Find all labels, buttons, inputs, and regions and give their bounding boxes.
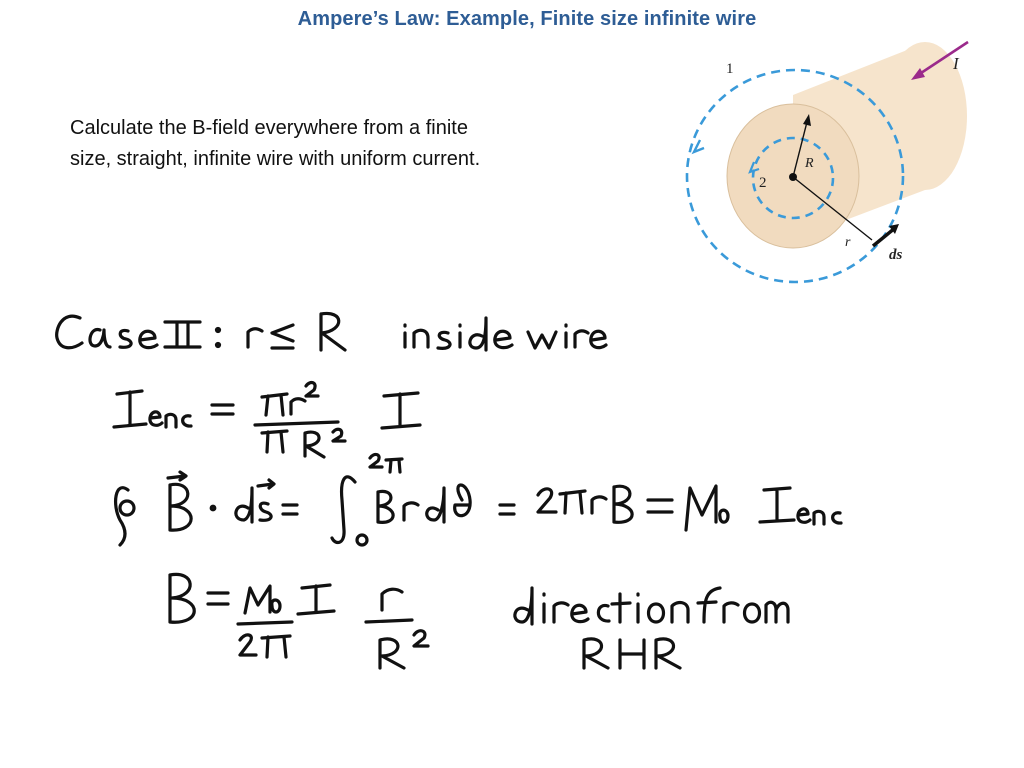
note-line-5	[515, 588, 788, 668]
loop-label-inner: 2	[759, 175, 767, 191]
element-label: ds	[889, 247, 903, 263]
radius-label: R	[805, 156, 814, 171]
distance-label: r	[845, 235, 851, 250]
problem-line-1: Calculate the B-field everywhere from a finite	[70, 117, 468, 139]
loop-label-outer: 1	[726, 61, 734, 77]
note-line-4	[170, 574, 428, 668]
note-line-1	[57, 313, 606, 350]
note-line-2	[114, 383, 420, 457]
problem-line-2: size, straight, infinite wire with uniform current.	[70, 148, 481, 170]
slide-title: Ampere’s Law: Example, Finite size infinite wire	[297, 8, 757, 30]
current-label: I	[953, 54, 959, 73]
note-line-3	[116, 454, 841, 545]
